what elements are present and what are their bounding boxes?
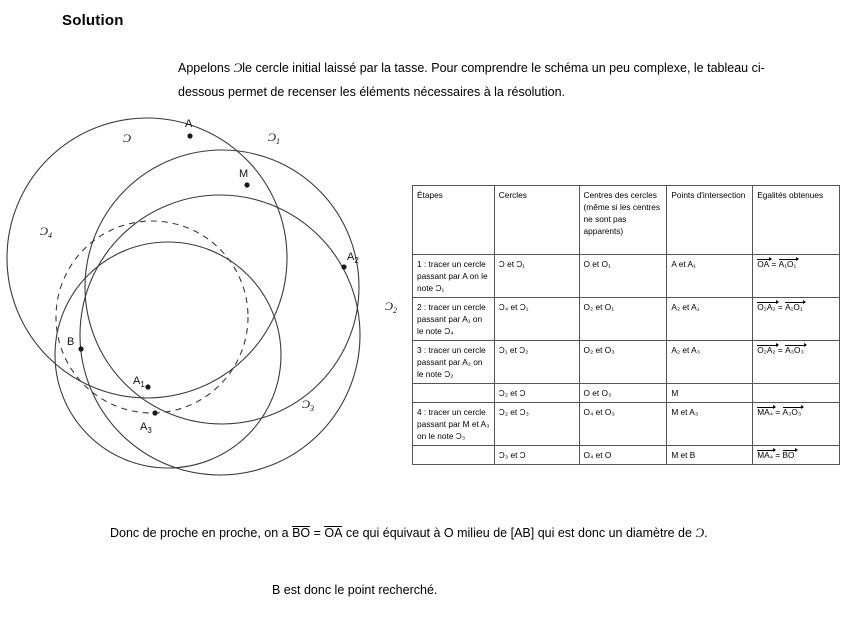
table-row [413, 255, 840, 298]
point-a [187, 133, 192, 138]
conclusion-part2: ce qui équivaut à O milieu de [AB] qui est donc un diamètre de [342, 526, 696, 540]
table-row [413, 403, 840, 446]
page-title: Solution [62, 12, 124, 29]
label-c3: $Ɔ_3$ [302, 397, 315, 413]
cell-etapes [413, 446, 495, 465]
cell-points: A₂ et A₁ [667, 298, 753, 341]
vector-right: A₁O₁ [785, 302, 803, 313]
circle-c [7, 118, 287, 398]
circle-c3 [55, 242, 281, 468]
header-points: Points d'intersection [667, 186, 753, 255]
vector-left: MA₄ [757, 407, 774, 418]
label-point-b: B [67, 336, 75, 348]
table-row [413, 341, 840, 384]
vector-bo: BO [292, 526, 311, 540]
cell-etapes [413, 384, 495, 403]
cell-points: M [667, 384, 753, 403]
header-cercles: Cercles [494, 186, 579, 255]
cell-points: A et A₁ [667, 255, 753, 298]
cell-cercles: Ɔ₄ et Ɔ₁ [494, 298, 579, 341]
vector-right: A₁O₁ [778, 259, 797, 269]
cell-egalites: MA₄ = A₃O₃ [753, 403, 840, 446]
vector-left: OA [757, 259, 770, 269]
cell-etapes: 2 : tracer un cercle passant par A₁ on le note Ɔ₄ [413, 298, 495, 341]
label-c2: $Ɔ_2$ [385, 299, 398, 315]
intro-text-part2: le cercle initial laissé par la tasse. Pour comprendre le schéma un peu complexe, le tableau ci-dessous permet de recenser les éléments nécessaires à la résolution. [178, 61, 765, 100]
cell-etapes: 3 : tracer un cercle passant par A₂ on le note Ɔ₂ [413, 341, 495, 384]
label-point-a1: $A_1$ [133, 375, 145, 389]
cell-cercles: Ɔ₃ et Ɔ [494, 446, 579, 465]
cell-egalites: MA₄ = BO [753, 446, 840, 465]
header-centres: Centres des cercles (même si les centres ne sont pas apparents) [579, 186, 667, 255]
cell-centres: O₂ et O₃ [579, 341, 667, 384]
label-c: Ɔ [123, 131, 132, 145]
vector-right: A₃O₃ [785, 345, 804, 356]
label-c1: $Ɔ_1$ [268, 130, 281, 146]
table-row [413, 446, 840, 465]
label-point-a: A [185, 118, 193, 130]
point-b [78, 346, 83, 351]
cell-points: A₂ et A₃ [667, 341, 753, 384]
geometry-figure [0, 105, 410, 505]
circle-symbol-c: Ɔ [233, 60, 243, 75]
vector-left: O₂A₂ [757, 345, 776, 356]
cell-points: M et A₃ [667, 403, 753, 446]
cell-centres: O₄ et O [579, 446, 667, 465]
cell-cercles: Ɔ₂ et Ɔ [494, 384, 579, 403]
circle-c4-dashed [56, 221, 248, 413]
table-header-row [413, 186, 840, 255]
cell-egalites [753, 384, 840, 403]
circle-symbol-c-end: Ɔ [695, 525, 705, 540]
cell-centres: O et O₁ [579, 255, 667, 298]
vector-left: O₂A₂ [757, 302, 776, 313]
final-statement: B est donc le point recherché. [272, 583, 438, 597]
conclusion-equals: = [310, 526, 325, 540]
table-row [413, 384, 840, 403]
label-point-a2: $A_2$ [347, 251, 359, 265]
cell-centres: O₄ et O₃ [579, 403, 667, 446]
vector-right: A₃O₃ [782, 407, 802, 418]
intro-text-part1: Appelons [178, 61, 234, 75]
point-a2 [341, 264, 346, 269]
cell-etapes: 1 : tracer un cercle passant par A on le note Ɔ₁ [413, 255, 495, 298]
cell-cercles: Ɔ et Ɔ₁ [494, 255, 579, 298]
point-a3 [152, 410, 157, 415]
label-point-m: M [239, 168, 249, 180]
figure-svg [0, 105, 410, 505]
cell-cercles: Ɔ₂ et Ɔ₃ [494, 403, 579, 446]
circle-c2 [80, 195, 360, 475]
summary-table [412, 185, 840, 465]
cell-egalites: OA = A₁O₁ [753, 255, 840, 298]
circle-c1 [85, 150, 359, 424]
point-m [244, 182, 249, 187]
cell-points: M et B [667, 446, 753, 465]
vector-right: BO [782, 450, 795, 461]
cell-egalites: O₂A₂ = A₃O₃ [753, 341, 840, 384]
intro-paragraph [178, 55, 803, 105]
header-etapes: Étapes [413, 186, 495, 255]
cell-egalites: O₂A₂ = A₁O₁ [753, 298, 840, 341]
table-row [413, 298, 840, 341]
cell-centres: O₂ et O₁ [579, 298, 667, 341]
conclusion-part3: . [704, 526, 708, 540]
figure-points [78, 133, 346, 415]
label-c4: $Ɔ_4$ [40, 224, 53, 240]
header-egalites: Egalités obtenues [753, 186, 840, 255]
summary-table-wrapper [412, 185, 840, 465]
conclusion-paragraph [110, 520, 810, 546]
label-point-a3: $A_3$ [140, 421, 152, 435]
cell-centres: O et O₃ [579, 384, 667, 403]
point-a1 [145, 384, 150, 389]
cell-etapes: 4 : tracer un cercle passant par M et A₃ on le note Ɔ₃ [413, 403, 495, 446]
cell-cercles: Ɔ₁ et Ɔ₂ [494, 341, 579, 384]
conclusion-part1: Donc de proche en proche, on a [110, 526, 293, 540]
vector-oa: OA [324, 526, 343, 540]
vector-left: MA₄ [757, 450, 774, 461]
